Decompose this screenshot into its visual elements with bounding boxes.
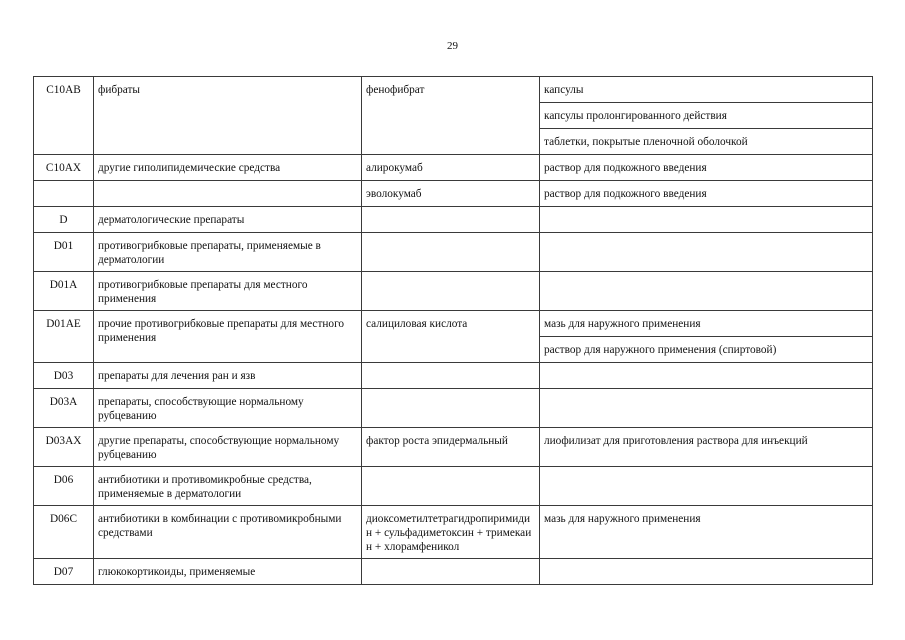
dosage-form: мазь для наружного применения bbox=[540, 311, 873, 337]
atc-code: D03 bbox=[34, 363, 94, 389]
dosage-form: раствор для наружного применения (спиртовой) bbox=[540, 337, 873, 363]
group-name: другие препараты, способствующие нормальному рубцеванию bbox=[94, 428, 362, 467]
atc-code: C10AX bbox=[34, 155, 94, 181]
atc-code bbox=[34, 181, 94, 207]
atc-code: D06 bbox=[34, 467, 94, 506]
table-row bbox=[34, 559, 873, 585]
group-name: противогрибковые препараты для местного применения bbox=[94, 272, 362, 311]
drug-name: алирокумаб bbox=[362, 155, 540, 181]
group-name: антибиотики в комбинации с противомикробными средствами bbox=[94, 506, 362, 559]
drug-name bbox=[362, 272, 540, 311]
dosage-form bbox=[540, 233, 873, 272]
group-name: противогрибковые препараты, применяемые в дерматологии bbox=[94, 233, 362, 272]
drug-name: диоксометилтетрагидропиримидин + сульфадиметоксин + тримекаин + хлорамфеникол bbox=[362, 506, 540, 559]
table-row bbox=[34, 233, 873, 272]
group-name bbox=[94, 181, 362, 207]
drug-name: салициловая кислота bbox=[362, 311, 540, 363]
drug-name bbox=[362, 207, 540, 233]
drug-name: фактор роста эпидермальный bbox=[362, 428, 540, 467]
group-name: другие гиполипидемические средства bbox=[94, 155, 362, 181]
drug-name bbox=[362, 389, 540, 428]
table-row bbox=[34, 272, 873, 311]
drug-name bbox=[362, 233, 540, 272]
atc-code: D06C bbox=[34, 506, 94, 559]
drug-name: эволокумаб bbox=[362, 181, 540, 207]
table-row bbox=[34, 155, 873, 181]
page-number: 29 bbox=[447, 40, 458, 52]
group-name: фибраты bbox=[94, 77, 362, 155]
drug-name bbox=[362, 559, 540, 585]
drug-name bbox=[362, 363, 540, 389]
dosage-form bbox=[540, 467, 873, 506]
table-row bbox=[34, 389, 873, 428]
group-name: глюкокортикоиды, применяемые bbox=[94, 559, 362, 585]
drug-name: фенофибрат bbox=[362, 77, 540, 155]
atc-code: D03AX bbox=[34, 428, 94, 467]
table-row bbox=[34, 77, 873, 103]
dosage-form bbox=[540, 363, 873, 389]
dosage-form: капсулы пролонгированного действия bbox=[540, 103, 873, 129]
group-name: дерматологические препараты bbox=[94, 207, 362, 233]
group-name: антибиотики и противомикробные средства, применяемые в дерматологии bbox=[94, 467, 362, 506]
atc-code: D01A bbox=[34, 272, 94, 311]
dosage-form bbox=[540, 389, 873, 428]
table-row bbox=[34, 363, 873, 389]
dosage-form: раствор для подкожного введения bbox=[540, 155, 873, 181]
dosage-form bbox=[540, 207, 873, 233]
table-row bbox=[34, 506, 873, 559]
dosage-form: мазь для наружного применения bbox=[540, 506, 873, 559]
dosage-form: раствор для подкожного введения bbox=[540, 181, 873, 207]
group-name: препараты для лечения ран и язв bbox=[94, 363, 362, 389]
table-row bbox=[34, 311, 873, 337]
drug-name bbox=[362, 467, 540, 506]
dosage-form bbox=[540, 559, 873, 585]
atc-code: D01 bbox=[34, 233, 94, 272]
atc-code: D03A bbox=[34, 389, 94, 428]
dosage-form: капсулы bbox=[540, 77, 873, 103]
drug-table bbox=[33, 76, 873, 585]
atc-code: D bbox=[34, 207, 94, 233]
atc-code: C10AB bbox=[34, 77, 94, 155]
atc-code: D01AE bbox=[34, 311, 94, 363]
table-row bbox=[34, 207, 873, 233]
atc-code: D07 bbox=[34, 559, 94, 585]
dosage-form bbox=[540, 272, 873, 311]
table-row bbox=[34, 181, 873, 207]
table-row bbox=[34, 428, 873, 467]
group-name: препараты, способствующие нормальному рубцеванию bbox=[94, 389, 362, 428]
group-name: прочие противогрибковые препараты для местного применения bbox=[94, 311, 362, 363]
dosage-form: лиофилизат для приготовления раствора для инъекций bbox=[540, 428, 873, 467]
table-row bbox=[34, 467, 873, 506]
dosage-form: таблетки, покрытые пленочной оболочкой bbox=[540, 129, 873, 155]
